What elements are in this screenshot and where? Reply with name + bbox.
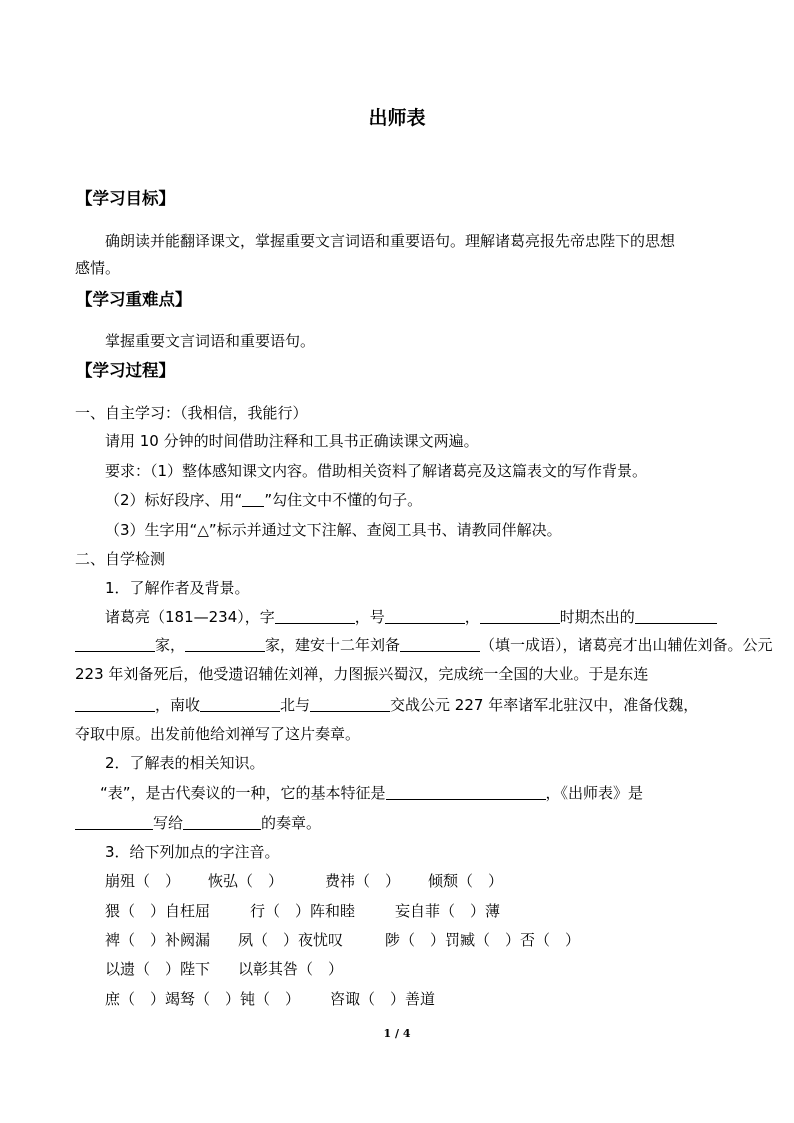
- page-number: 1 / 4: [383, 1027, 411, 1040]
- answer-blank: [400, 635, 480, 652]
- key-heading: 【学习重难点】: [76, 290, 192, 309]
- goal-text-line-2: 感情。: [75, 259, 121, 277]
- answer-blank: [310, 695, 390, 712]
- answer-blank: [183, 813, 261, 830]
- answer-blank: [386, 783, 546, 800]
- pinyin-row: 庶（ ）竭驽（ ）钝（ ） 咨诹（ ）善道: [105, 990, 436, 1008]
- question-1-line-5: 夺取中原。出发前他给刘禅写了这片奏章。: [75, 725, 361, 743]
- question-3-title: 3．给下列加点的字注音。: [105, 843, 280, 861]
- part1-line-2: 要求：（1）整体感知课文内容。借助相关资料了解诸葛亮及这篇表文的写作背景。: [105, 462, 648, 480]
- answer-blank: [385, 607, 465, 624]
- part1-line-4: （3）生字用“△”标示并通过文下注解、查阅工具书、请教同伴解决。: [105, 521, 562, 539]
- answer-blank: [75, 695, 155, 712]
- pinyin-row: 猥（ ）自枉屈 行（ ）阵和睦 妄自菲（ ）薄: [105, 902, 501, 920]
- answer-blank: [635, 607, 717, 624]
- blank-mark: [242, 490, 264, 507]
- goal-text-line-1: 确朗读并能翻译课文，掌握重要文言词语和重要语句。理解诸葛亮报先帝忠陛下的思想: [105, 232, 676, 250]
- answer-blank: [275, 607, 355, 624]
- part1-line-3: （2）标好段序、用“ ”勾住文中不懂的句子。: [105, 491, 423, 509]
- pinyin-row: 崩殂（ ） 恢弘（ ） 费祎（ ） 倾颓（ ）: [105, 872, 504, 890]
- question-1-line-1: 诸葛亮（181—234），字 ，号 ， 时期杰出的: [105, 607, 717, 627]
- document-title: 出师表: [368, 107, 426, 129]
- answer-blank: [75, 635, 155, 652]
- question-1-title: 1．了解作者及背景。: [105, 579, 250, 597]
- part1-line-1: 请用 10 分钟的时间借助注释和工具书正确读课文两遍。: [105, 432, 479, 450]
- answer-blank: [185, 635, 265, 652]
- question-1-line-3: 223 年刘备死后，他受遗诏辅佐刘禅，力图振兴蜀汉，完成统一全国的大业。于是东连: [75, 665, 649, 683]
- question-2-line-2: 写给 的奏章。: [75, 813, 321, 833]
- question-1-line-4: ，南收 北与 交战公元 227 年率诸军北驻汉中，准备伐魏，: [75, 695, 698, 715]
- part2-title: 二、自学检测: [75, 550, 166, 568]
- pinyin-row: 裨（ ）补阙漏 夙（ ）夜忧叹 陟（ ）罚臧（ ）否（ ）: [105, 931, 581, 949]
- key-text: 掌握重要文言词语和重要语句。: [105, 332, 316, 350]
- question-2-line-1: “表”，是古代奏议的一种，它的基本特征是 ，《出师表》是: [100, 784, 644, 802]
- goal-heading: 【学习目标】: [76, 189, 175, 208]
- question-2-title: 2．了解表的相关知识。: [105, 754, 265, 772]
- answer-blank: [75, 813, 153, 830]
- answer-blank: [200, 695, 280, 712]
- question-1-line-2: 家， 家，建安十二年刘备 （填一成语），诸葛亮才出山辅佐刘备。公元: [75, 635, 773, 655]
- part1-title: 一、自主学习：（我相信，我能行）: [75, 404, 308, 422]
- process-heading: 【学习过程】: [76, 361, 175, 380]
- answer-blank: [480, 607, 560, 624]
- pinyin-row: 以遗（ ）陛下 以彰其咎（ ）: [105, 960, 344, 978]
